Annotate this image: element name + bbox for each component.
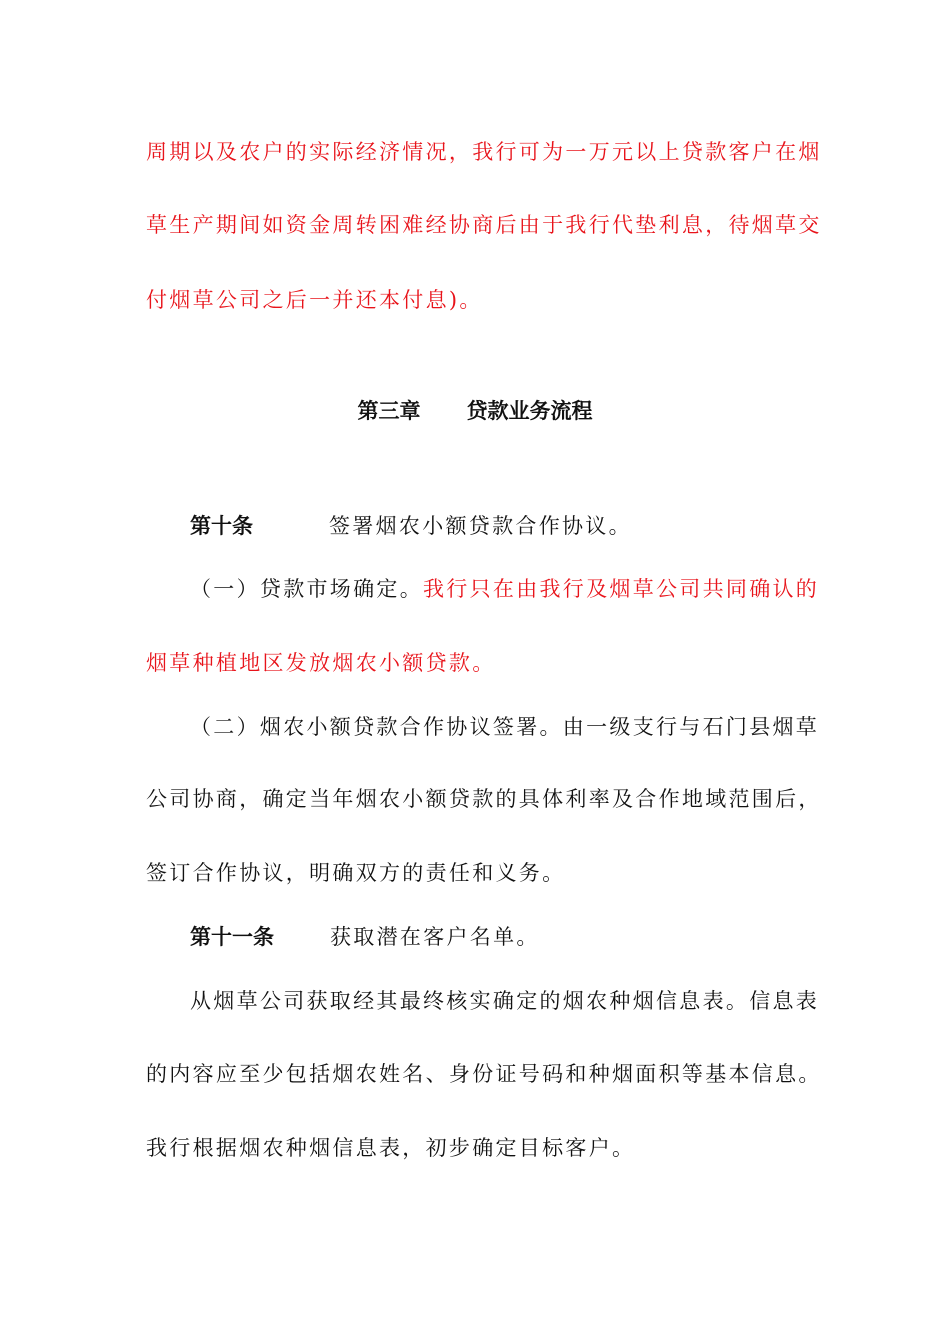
- article-10-item-1: [190, 574, 820, 604]
- intro-line-3: 付烟草公司之后一并还本付息)。: [146, 288, 483, 312]
- article-11-label: 第十一条: [190, 925, 274, 949]
- chapter-number: 第三章: [357, 399, 421, 423]
- article-11-line-1: 从烟草公司获取经其最终核实确定的烟农种烟信息表。信息表: [190, 989, 820, 1013]
- article-10-heading: [190, 511, 850, 541]
- article-10-item-2-line-3: 签订合作协议，明确双方的责任和义务。: [146, 861, 566, 885]
- article-11-heading: [190, 922, 850, 952]
- chapter-heading: [0, 396, 950, 426]
- item-1-red-text: 我行只在由我行及烟草公司共同确认的: [423, 577, 820, 601]
- article-10-label: 第十条: [190, 514, 253, 538]
- article-10-item-2-line-2: 公司协商，确定当年烟农小额贷款的具体利率及合作地域范围后，: [146, 787, 822, 811]
- article-10-item-2-line-1: （二）烟农小额贷款合作协议签署。由一级支行与石门县烟草: [190, 715, 820, 739]
- chapter-title: 贷款业务流程: [466, 399, 593, 423]
- article-10-item-1-line-2: 烟草种植地区发放烟农小额贷款。: [146, 651, 496, 675]
- article-11-title: 获取潜在客户名单。: [330, 925, 540, 949]
- intro-line-2: 草生产期间如资金周转困难经协商后由于我行代垫利息，待烟草交: [146, 213, 822, 237]
- intro-line-1: 周期以及农户的实际经济情况，我行可为一万元以上贷款客户在烟: [146, 140, 822, 164]
- article-10-title: 签署烟农小额贷款合作协议。: [329, 514, 632, 538]
- article-11-line-3: 我行根据烟农种烟信息表，初步确定目标客户。: [146, 1136, 636, 1160]
- item-1-label: （一）贷款市场确定。: [190, 577, 423, 601]
- article-11-line-2: 的内容应至少包括烟农姓名、身份证号码和种烟面积等基本信息。: [146, 1062, 822, 1086]
